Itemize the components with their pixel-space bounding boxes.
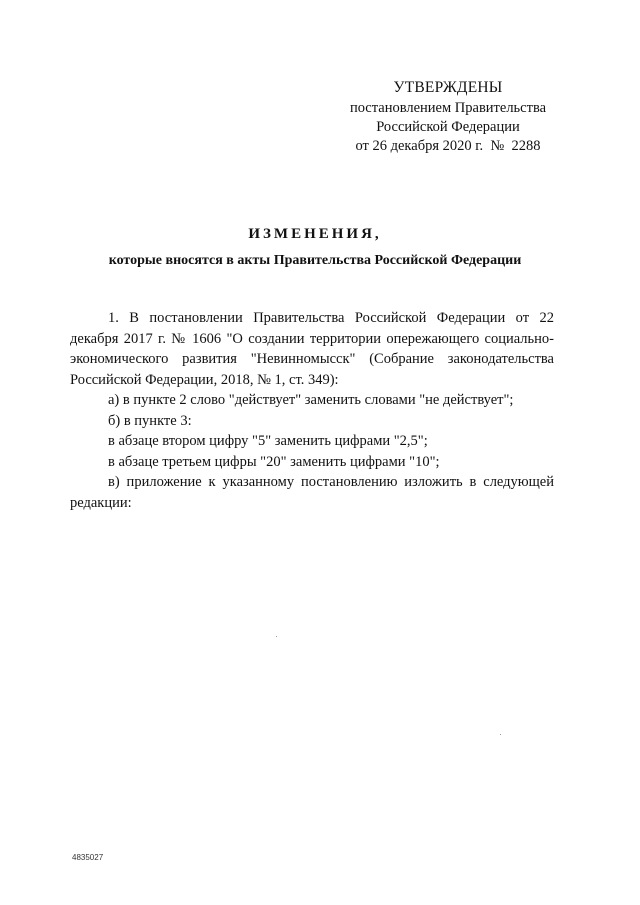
- document-body: [70, 308, 554, 513]
- approval-stamp: [330, 78, 566, 156]
- paragraph-c: в) приложение к указанному постановлению изложить в следующей редакции:: [70, 474, 554, 511]
- paragraph-1: 1. В постановлении Правительства Российской Федерации от 22 декабря 2017 г. № 1606 "О создании территории опережающего социально-экономического развития "Невинномысск" (Собрание законодательства Российской Федерации, 2018, № 1, ст. 349):: [70, 310, 554, 388]
- document-subtitle: которые вносятся в акты Правительства Российской Федерации: [108, 253, 522, 268]
- document-title: ИЗМЕНЕНИЯ,: [248, 226, 382, 242]
- paragraph-b-1: в абзаце втором цифру "5" заменить цифрами "2,5";: [108, 433, 428, 449]
- document-code: 4835027: [72, 853, 104, 862]
- scan-speck: [276, 636, 277, 637]
- paragraph-b: б) в пункте 3:: [108, 412, 192, 429]
- paragraph-a: а) в пункте 2 слово "действует" заменить словами "не действует";: [108, 392, 514, 408]
- approval-line-1: постановлением Правительства: [349, 100, 547, 116]
- paragraph-b-2: в абзаце третьем цифры "20" заменить цифрами "10";: [108, 453, 440, 470]
- approved-heading: УТВЕРЖДЕНЫ: [393, 79, 503, 96]
- approval-line-3: от 26 декабря 2020 г. № 2288: [355, 138, 541, 154]
- approval-line-2: Российской Федерации: [376, 119, 520, 135]
- scan-speck: [500, 734, 501, 735]
